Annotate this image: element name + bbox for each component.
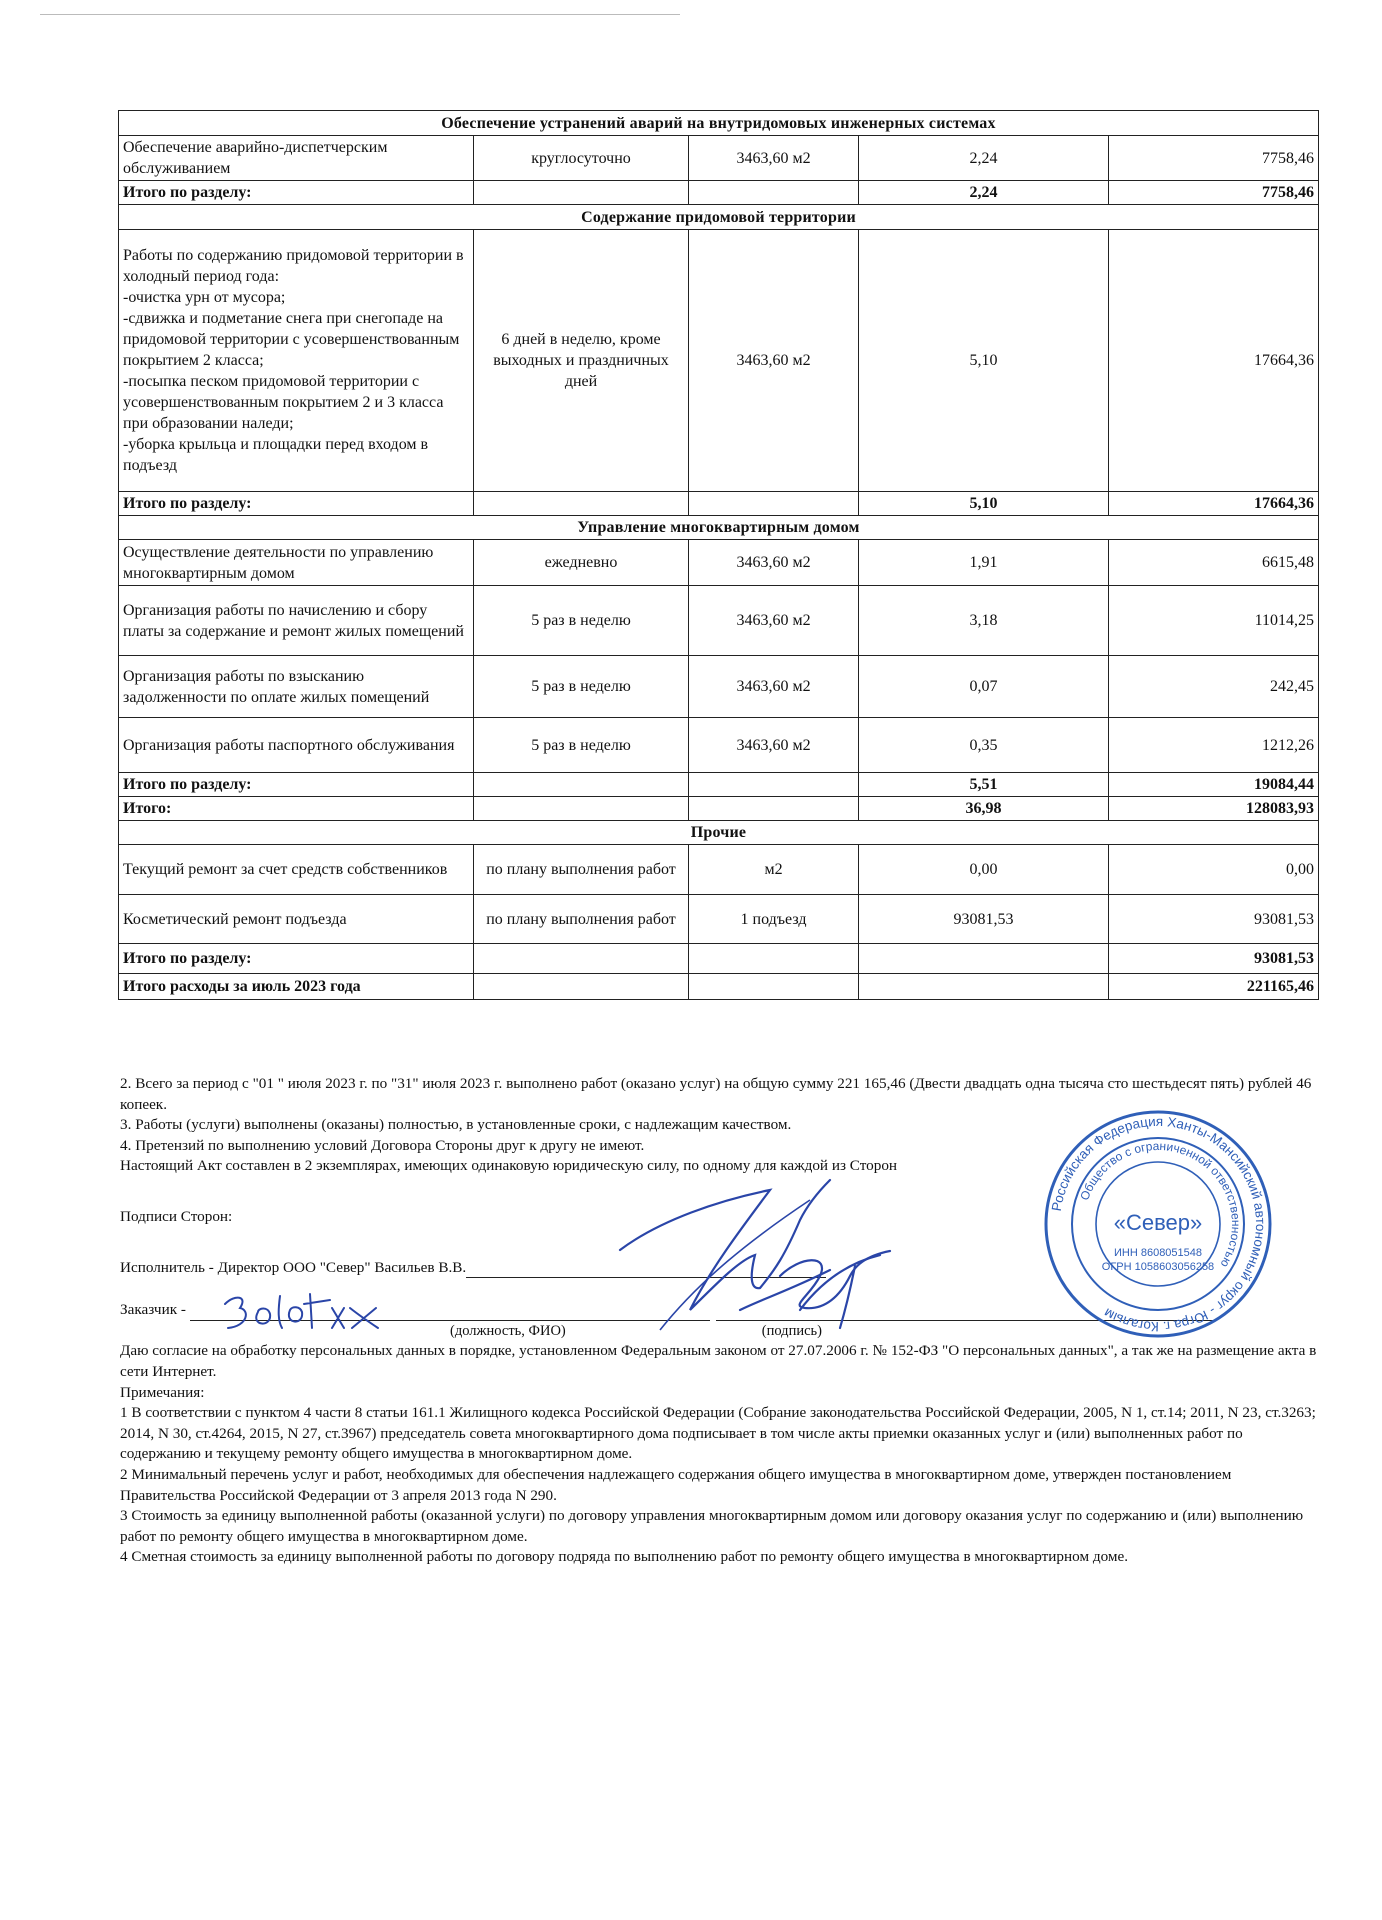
service-name: Организация работы паспортного обслуживания (119, 718, 474, 773)
section-header-row (119, 821, 1319, 845)
section-title: Прочие (119, 821, 1319, 845)
section-title: Содержание придомовой территории (119, 205, 1319, 230)
subtotal-label: Итого по разделу: (119, 944, 474, 974)
empty-cell (474, 181, 689, 205)
service-frequency: ежедневно (474, 540, 689, 586)
subtotal-rate: 5,10 (859, 492, 1109, 516)
service-area: 3463,60 м2 (689, 656, 859, 718)
service-frequency: по плану выполнения работ (474, 845, 689, 895)
table-row (119, 895, 1319, 944)
subtotal-row (119, 181, 1319, 205)
empty-cell (474, 797, 689, 821)
service-frequency: 5 раз в неделю (474, 718, 689, 773)
stamp-ogrn: ОГРН 1058603056258 (1101, 1261, 1215, 1273)
customer-label: Заказчик - (120, 1301, 186, 1319)
table-row (119, 136, 1319, 181)
service-total: 17664,36 (1109, 230, 1319, 492)
service-name: Организация работы по начислению и сбору платы за содержание и ремонт жилых помещений (119, 586, 474, 656)
customer-signature-image (770, 1236, 910, 1332)
subtotal-row (119, 492, 1319, 516)
stamp-outer-text: Российская Федерация Ханты-Мансийский автономный округ - Югра г. Когалым (1048, 1113, 1269, 1335)
paragraph-quality: 3. Работы (услуги) выполнены (оказаны) полностью, в установленные сроки, с надлежащим качеством. (120, 1116, 792, 1134)
empty-cell (474, 974, 689, 1000)
empty-cell (689, 797, 859, 821)
stamp-inn: ИНН 8608051548 (1113, 1247, 1203, 1259)
table-row (119, 586, 1319, 656)
service-total: 7758,46 (1109, 136, 1319, 181)
grand-total-label: Итого: (119, 797, 474, 821)
paragraph-total-sum: 2. Всего за период с "01 " июля 2023 г. по "31" июля 2023 г. выполнено работ (оказано услуг) на общую сумму 221 165,46 (Двести двадцать одна тысяча сто шестьдесят пять) рублей 46 копеек. (120, 1075, 1312, 1113)
caption-signature: (подпись) (761, 1322, 822, 1339)
empty-cell (474, 492, 689, 516)
final-total-row (119, 974, 1319, 1000)
subtotal-label: Итого по разделу: (119, 773, 474, 797)
service-frequency: 6 дней в неделю, кроме выходных и праздничных дней (474, 230, 689, 492)
grand-total-rate: 36,98 (859, 797, 1109, 821)
empty-cell (689, 974, 859, 1000)
subtotal-row (119, 773, 1319, 797)
note-4: 4 Сметная стоимость за единицу выполненной работы по договору подряда по выполнению работ по ремонту общего имущества в многоквартирном доме. (120, 1548, 1129, 1566)
empty-cell (689, 492, 859, 516)
notes-title: Примечания: (120, 1383, 205, 1401)
service-rate: 2,24 (859, 136, 1109, 181)
service-area: 3463,60 м2 (689, 540, 859, 586)
service-frequency: круглосуточно (474, 136, 689, 181)
subtotal-rate: 2,24 (859, 181, 1109, 205)
grand-total-total: 128083,93 (1109, 797, 1319, 821)
final-total-label: Итого расходы за июль 2023 года (119, 974, 474, 1000)
service-name: Работы по содержанию придомовой территории в холодный период года: -очистка урн от мусора; -сдвижка и подметание снега при снегопаде на придомовой территории с усовершенствованным покрытием 2 класса; -посыпка песком придомовой территории с усовершенствованным покрытием 2 и 3 класса при образовании наледи; -уборка крыльца и площадки перед входом в подъезд (119, 230, 474, 492)
service-frequency: по плану выполнения работ (474, 895, 689, 944)
subtotal-total: 17664,36 (1109, 492, 1319, 516)
section-header-row (119, 111, 1319, 136)
section-header-row (119, 205, 1319, 230)
service-area: 3463,60 м2 (689, 586, 859, 656)
consent-paragraph: Даю согласие на обработку персональных данных в порядке, установленном Федеральным законом от 27.07.2006 г. № 152-ФЗ "О персональных данных", а так же на размещение акта в сети Интернет. (120, 1342, 1317, 1380)
table-row (119, 230, 1319, 492)
service-total: 1212,26 (1109, 718, 1319, 773)
stamp-center-text: «Север» (1113, 1210, 1203, 1235)
service-area: 3463,60 м2 (689, 230, 859, 492)
section-header-row (119, 516, 1319, 540)
subtotal-total: 93081,53 (1109, 944, 1319, 974)
empty-cell (474, 944, 689, 974)
final-total-total: 221165,46 (1109, 974, 1319, 1000)
note-1: 1 В соответствии с пунктом 4 части 8 статьи 161.1 Жилищного кодекса Российской Федерации (Собрание законодательства Российской Федерации, 2005, N 1, ст.14; 2011, N 23, ст.3263; 2014, N 30, ст.4264, 2015, N 27, ст.3967) председатель совета многоквартирного дома подписывает в том числе акты приемки оказанных услуг и (или) выполненных работ по содержанию и текущему ремонту общего имущества в многоквартирном доме. (120, 1404, 1316, 1463)
table-row (119, 540, 1319, 586)
grand-total-row (119, 797, 1319, 821)
table-row (119, 718, 1319, 773)
company-stamp (1042, 1108, 1274, 1340)
service-total: 6615,48 (1109, 540, 1319, 586)
service-area: м2 (689, 845, 859, 895)
stamp-inner-text: Общество с ограниченной ответственностью (1077, 1138, 1244, 1270)
subtotal-rate: 5,51 (859, 773, 1109, 797)
subtotal-label: Итого по разделу: (119, 181, 474, 205)
subtotal-total: 7758,46 (1109, 181, 1319, 205)
empty-cell (859, 974, 1109, 1000)
service-total: 0,00 (1109, 845, 1319, 895)
services-table (118, 110, 1319, 1000)
scan-top-line (40, 14, 680, 15)
table-row (119, 845, 1319, 895)
subtotal-row (119, 944, 1319, 974)
caption-position: (должность, ФИО) (450, 1322, 566, 1339)
subtotal-label: Итого по разделу: (119, 492, 474, 516)
service-name: Текущий ремонт за счет средств собственников (119, 845, 474, 895)
service-area: 3463,60 м2 (689, 718, 859, 773)
table-row (119, 656, 1319, 718)
service-name: Организация работы по взысканию задолженности по оплате жилых помещений (119, 656, 474, 718)
service-total: 11014,25 (1109, 586, 1319, 656)
empty-cell (689, 944, 859, 974)
paragraph-copies: Настоящий Акт составлен в 2 экземплярах, имеющих одинаковую юридическую силу, по одному для каждой из Сторон (120, 1157, 898, 1175)
empty-cell (689, 181, 859, 205)
executor-label: Исполнитель - Директор ООО "Север" Васильев В.В. (120, 1258, 467, 1276)
service-rate: 0,00 (859, 845, 1109, 895)
service-total: 93081,53 (1109, 895, 1319, 944)
section-title: Обеспечение устранений аварий на внутридомовых инженерных системах (119, 111, 1319, 136)
service-frequency: 5 раз в неделю (474, 656, 689, 718)
empty-cell (689, 773, 859, 797)
service-name: Косметический ремонт подъезда (119, 895, 474, 944)
empty-cell (474, 773, 689, 797)
customer-handwritten-name-image (220, 1286, 390, 1336)
service-name: Осуществление деятельности по управлению многоквартирным домом (119, 540, 474, 586)
service-area: 1 подъезд (689, 895, 859, 944)
paragraph-no-claims: 4. Претензий по выполнению условий Договора Стороны друг к другу не имеют. (120, 1136, 645, 1154)
service-rate: 3,18 (859, 586, 1109, 656)
subtotal-total: 19084,44 (1109, 773, 1319, 797)
service-name: Обеспечение аварийно-диспетчерским обслуживанием (119, 136, 474, 181)
service-rate: 93081,53 (859, 895, 1109, 944)
signatures-title: Подписи Сторон: (120, 1207, 233, 1225)
service-total: 242,45 (1109, 656, 1319, 718)
service-rate: 0,35 (859, 718, 1109, 773)
service-rate: 5,10 (859, 230, 1109, 492)
note-2: 2 Минимальный перечень услуг и работ, необходимых для обеспечения надлежащего содержания общего имущества в многоквартирном доме, утвержден постановлением Правительства Российской Федерации от 3 апреля 2013 года N 290. (120, 1465, 1232, 1504)
service-rate: 0,07 (859, 656, 1109, 718)
section-title: Управление многоквартирным домом (119, 516, 1319, 540)
service-frequency: 5 раз в неделю (474, 586, 689, 656)
service-area: 3463,60 м2 (689, 136, 859, 181)
empty-cell (859, 944, 1109, 974)
note-3: 3 Стоимость за единицу выполненной работы (оказанной услуги) по договору управления многоквартирным домом или договору оказания услуг по содержанию и (или) выполнению работ по ремонту общего имущества в многоквартирном доме. (120, 1507, 1304, 1545)
service-rate: 1,91 (859, 540, 1109, 586)
